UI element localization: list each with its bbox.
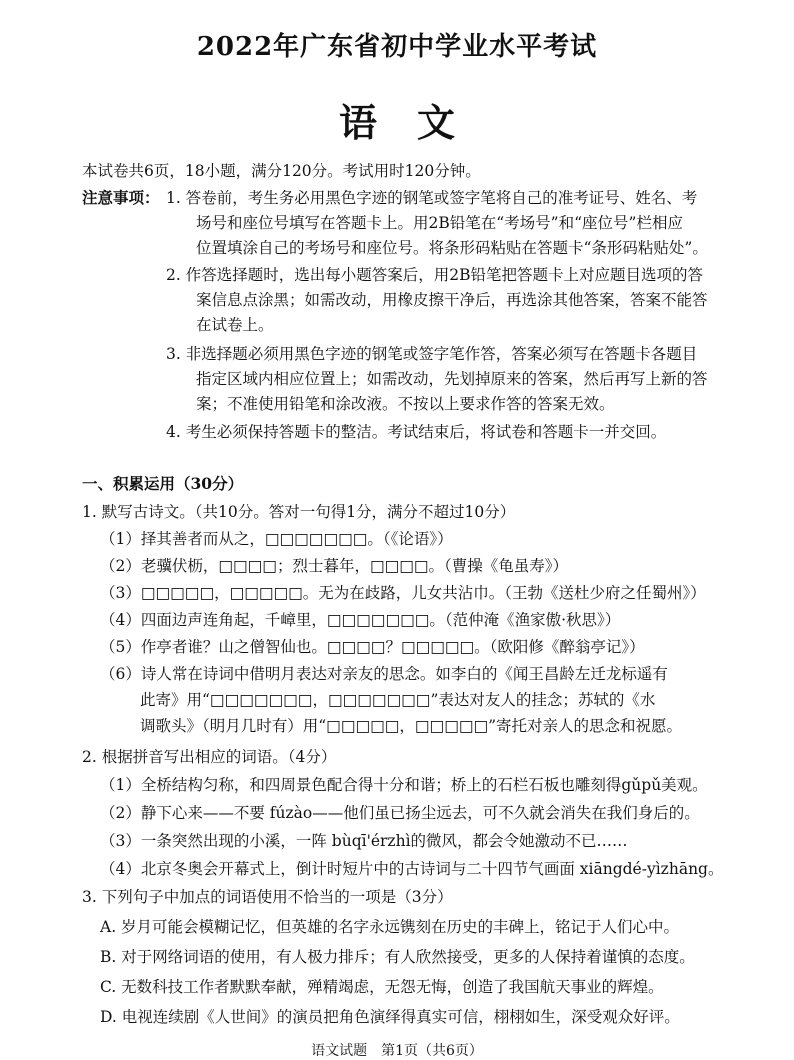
q3-option-b: B. 对于网络词语的使用，有人极力排斥；有人欣然接受，更多的人保持着谨慎的态度。 (100, 948, 695, 966)
q2-item-1: （1）全桥结构匀称，和四周景色配合得十分和谐；桥上的石栏石板也雕刻得gǔpǔ美观。 (100, 776, 708, 794)
notice-1-line-1: 1. 答卷前，考生务必用黑色字迹的钢笔或签字笔将自己的准考证号、姓名、考 (166, 189, 698, 207)
notice-label: 注意事项： (82, 188, 160, 207)
q1-item-6-line-2: 此寄》用“□□□□□□□，□□□□□□□”表达对友人的挂念；苏轼的《水 (140, 691, 656, 709)
q1-stem: 1. 默写古诗文。（共10分。答对一句得1分，满分不超过10分） (82, 503, 516, 521)
notice-1-line-3: 位置填涂自己的考场号和座位号。将条形码粘贴在答题卡“条形码粘贴处”。 (196, 239, 708, 257)
notice-3-line-1: 3. 非选择题必须用黑色字迹的钢笔或签字笔作答，答案必须写在答题卡各题目 (166, 345, 698, 363)
q1-item-6-line-3: 调歌头》（明月几时有）用“□□□□□，□□□□□”寄托对亲人的思念和祝愿。 (140, 717, 683, 735)
q3-option-c: C. 无数科技工作者默默奉献，殚精竭虑，无怨无悔，创造了我国航天事业的辉煌。 (100, 978, 664, 996)
exam-summary: 本试卷共6页，18小题，满分120分。考试用时120分钟。 (82, 162, 481, 180)
q1-item-3: （3）□□□□□，□□□□□。无为在歧路，儿女共沾巾。（王勃《送杜少府之任蜀州》） (100, 584, 706, 602)
q3-option-d: D. 电视连续剧《人世间》的演员把角色演绎得真实可信，栩栩如生，深受观众好评。 (100, 1008, 680, 1026)
page-footer: 语文试题 第1页（共6页） (311, 1043, 483, 1059)
q2-stem: 2. 根据拼音写出相应的词语。（4分） (82, 748, 337, 766)
notice-3-line-2: 指定区域内相应位置上；如需改动，先划掉原来的答案，然后再写上新的答 (196, 370, 708, 388)
q1-item-6-line-1: （6）诗人常在诗词中借明月表达对亲友的思念。如李白的《闻王昌龄左迁龙标遥有 (100, 665, 668, 683)
q1-item-1: （1）择其善者而从之，□□□□□□□。（《论语》） (100, 530, 453, 548)
q1-item-5: （5）作亭者谁？山之僧智仙也。□□□□？□□□□□。（欧阳修《醉翁亭记》） (100, 638, 645, 656)
notice-2-line-2: 案信息点涂黑；如需改动，用橡皮擦干净后，再选涂其他答案，答案不能答 (196, 291, 708, 309)
notice-2-line-3: 在试卷上。 (196, 316, 274, 334)
q1-item-2: （2）老骥伏枥，□□□□；烈士暮年，□□□□。（曹操《龟虽寿》） (100, 557, 569, 575)
notice-4-line-1: 4. 考生必须保持答题卡的整洁。考试结束后，将试卷和答题卡一并交回。 (166, 423, 667, 441)
notice-3-line-3: 案；不准使用铅笔和涂改液。不按以上要求作答的答案无效。 (196, 395, 615, 413)
notice-2-line-1: 2. 作答选择题时，选出每小题答案后，用2B铅笔把答题卡上对应题目选项的答 (166, 266, 703, 284)
notice-1-line-2: 场号和座位号填写在答题卡上。用2B铅笔在“考场号”和“座位号”栏相应 (196, 214, 683, 232)
q3-stem: 3. 下列句子中加点的词语使用不恰当的一项是（3分） (82, 888, 453, 906)
q2-item-3: （3）一条突然出现的小溪，一阵 bùqī'érzhì的微风，都会令她激动不已…… (100, 832, 628, 850)
q2-item-4: （4）北京冬奥会开幕式上，倒计时短片中的古诗词与二十四节气画面 xiāngdé-yìzhāng。 (100, 860, 724, 878)
q1-item-4: （4）四面边声连角起，千嶂里，□□□□□□□。（范仲淹《渔家傲·秋思》） (100, 611, 621, 629)
subject-title: 语文 (338, 100, 495, 145)
q2-item-2: （2）静下心来——不要 fúzào——他们虽已扬尘远去，可不久就会消失在我们身后的。 (100, 804, 700, 822)
exam-title: 2022年广东省初中学业水平考试 (196, 32, 598, 62)
section-1-heading: 一、积累运用（30分） (82, 474, 244, 493)
q3-option-a: A. 岁月可能会模糊记忆，但英雄的名字永远镌刻在历史的丰碑上，铭记于人们心中。 (100, 918, 680, 936)
